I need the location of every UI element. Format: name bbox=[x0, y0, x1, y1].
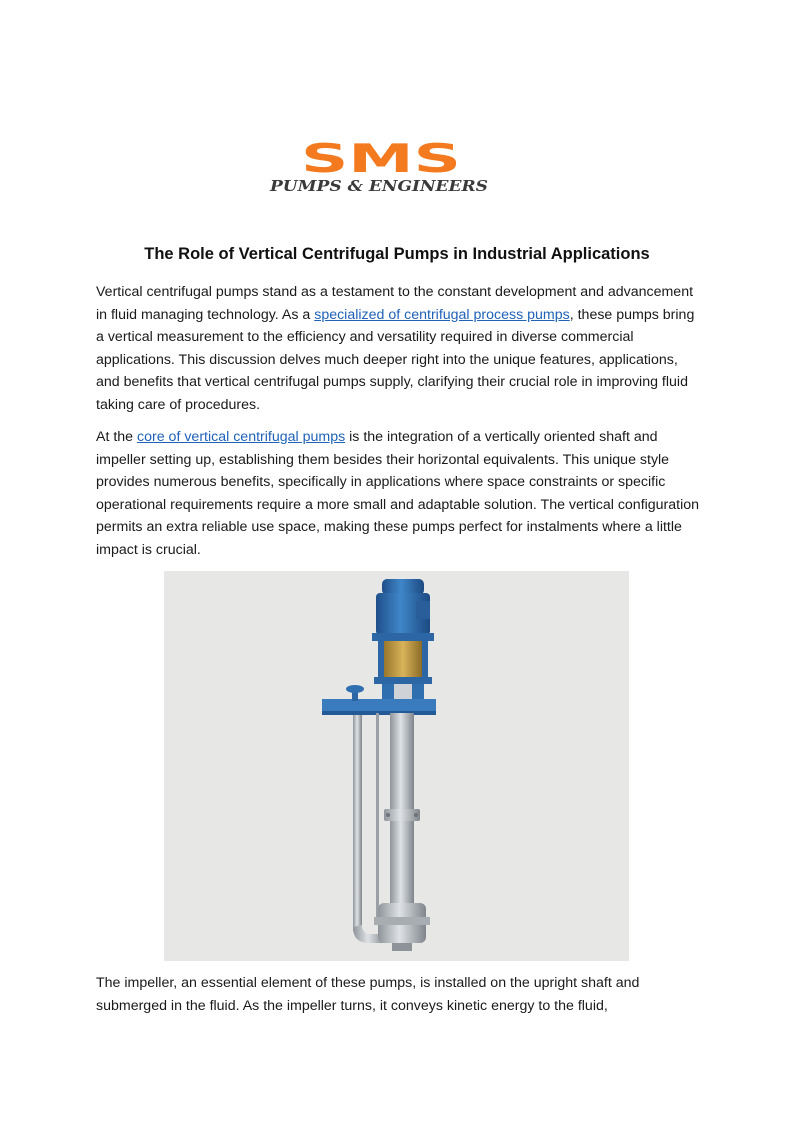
intro-paragraph: Vertical centrifugal pumps stand as a testament to the constant development and advancement in fluid managing technology. As a specialized of centrifugal process pumps, these pumps bring a vertical measurement to the efficiency and versatility required in diverse commercial applications. This discussion delves much deeper right into the unique features, applications, and benefits that vertical centrifugal pumps supply, clarifying their crucial role in improving fluid taking care of procedures. bbox=[96, 284, 695, 413]
discharge-pipe bbox=[353, 699, 362, 931]
mounting-plate bbox=[322, 699, 436, 713]
vertical-centrifugal-pumps-link[interactable]: core of vertical centrifugal pumps bbox=[137, 429, 346, 445]
core-paragraph: At the core of vertical centrifugal pumps is the integration of a vertically oriented shaft and impeller setting up, establishing them besides their horizontal equivalents. This unique style provides numerous benefits, specifically in applications where space constraints or specific operational requirements require a more small and adaptable solution. The vertical configuration permits an extra reliable use space, making these pumps perfect for instalments where a little impact is crucial. bbox=[96, 429, 700, 558]
company-logo bbox=[268, 138, 494, 198]
bearing-bracket bbox=[380, 641, 426, 679]
bracket-flange bbox=[374, 677, 432, 684]
motor-fan-cover bbox=[382, 579, 424, 595]
motor-flange bbox=[372, 633, 434, 641]
vertical-pump-image bbox=[164, 571, 629, 961]
logo-tagline: PUMPS & ENGINEERS bbox=[268, 177, 489, 195]
impeller-paragraph: The impeller, an essential element of these pumps, is installed on the upright shaft and submerged in the fluid. As the impeller turns, it conveys kinetic energy to the fluid, bbox=[96, 975, 640, 1014]
logo-brand: SMS bbox=[301, 138, 461, 182]
centrifugal-process-pumps-link[interactable]: specialized of centrifugal process pumps bbox=[314, 306, 570, 323]
page-title: The Role of Vertical Centrifugal Pumps in Industrial Applications bbox=[144, 245, 650, 263]
suction-inlet bbox=[392, 943, 412, 951]
valve-handwheel bbox=[346, 685, 364, 693]
motor-terminal-box bbox=[416, 601, 430, 619]
